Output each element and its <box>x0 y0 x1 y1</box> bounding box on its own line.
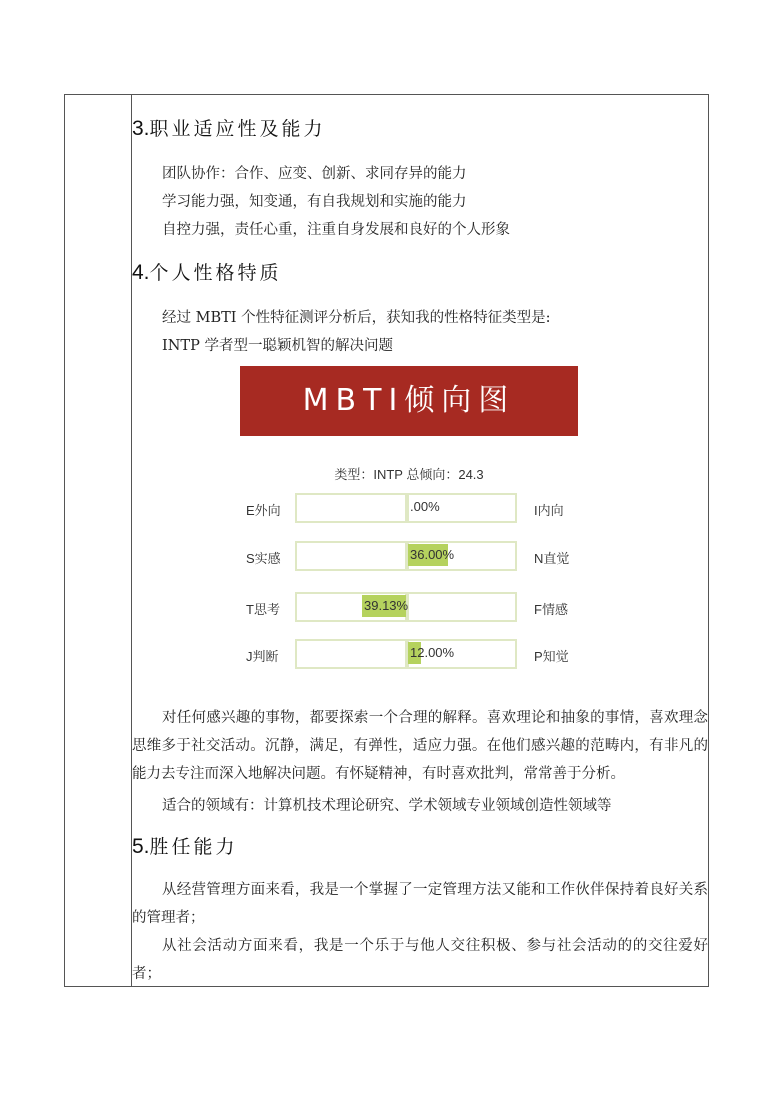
section5-paragraph-2: 从社会活动方面来看，我是一个乐于与他人交往积极、参与社会活动的的交往爱好者； <box>132 938 708 982</box>
mbti-chart <box>240 366 578 678</box>
section3-number: 3. <box>132 117 150 140</box>
section5-paragraph-1: 从经营管理方面来看，我是一个掌握了一定管理方法又能和工作伙伴保持着良好关系的管理者； <box>132 882 708 926</box>
mbti-percent-label: 39.13% <box>364 598 409 613</box>
mbti-left-label: T思考 <box>246 602 280 617</box>
mbti-row <box>240 493 578 523</box>
mbti-row <box>240 639 578 669</box>
section4-fields: 适合的领域有：计算机技术理论研究、学术领域专业领域创造性领域等 <box>162 798 612 814</box>
mbti-right-box <box>407 592 517 622</box>
mbti-right-label: N直觉 <box>534 551 570 566</box>
section4-intro: 经过 MBTI 个性特征测评分析后，获知我的性格特征类型是: <box>162 310 551 326</box>
section3-line-2: 学习能力强，知变通，有自我规划和实施的能力 <box>162 194 467 210</box>
section4-heading <box>132 258 282 285</box>
mbti-title: MBTI倾向图 <box>302 383 516 418</box>
mbti-row <box>240 541 578 571</box>
section3-line-3: 自控力强，责任心重，注重自身发展和良好的个人形象 <box>162 222 510 238</box>
section3-line-1: 团队协作：合作、应变、创新、求同存异的能力 <box>162 166 467 182</box>
section5-title: 胜任能力 <box>149 836 238 858</box>
mbti-right-label: I内向 <box>534 503 564 518</box>
section4-type-line: INTP 学者型一聪颖机智的解决问题 <box>162 338 393 354</box>
section4-title: 个人性格特质 <box>149 262 282 284</box>
mbti-right-label: F情感 <box>534 602 568 617</box>
section3-title: 职业适应性及能力 <box>149 118 326 140</box>
mbti-percent-label: 12.00% <box>410 645 455 660</box>
section5-number: 5. <box>132 835 150 858</box>
section4-number: 4. <box>132 261 150 284</box>
mbti-right-label: P知觉 <box>534 649 569 664</box>
mbti-left-box <box>295 493 407 523</box>
section4-paragraph: 对任何感兴趣的事物，都要探索一个合理的解释。喜欢理论和抽象的事情，喜欢理念思维多于社交活动。沉静，满足，有弹性，适应力强。在他们感兴趣的范畴内，有非凡的能力去专注而深入地解决问题。有怀疑精神，有时喜欢批判，常常善于分析。 <box>132 710 708 782</box>
mbti-left-box <box>295 639 407 669</box>
mbti-row <box>240 592 578 622</box>
mbti-percent-label: .00% <box>410 499 440 514</box>
mbti-left-label: S实感 <box>246 551 281 566</box>
section5-heading <box>132 832 238 859</box>
mbti-left-label: E外向 <box>246 503 281 518</box>
mbti-percent-label: 36.00% <box>410 547 455 562</box>
section3-heading <box>132 114 326 141</box>
mbti-left-box <box>295 541 407 571</box>
mbti-left-label: J判断 <box>246 649 279 664</box>
mbti-summary: 类型：INTP 总倾向：24.3 <box>334 467 484 482</box>
